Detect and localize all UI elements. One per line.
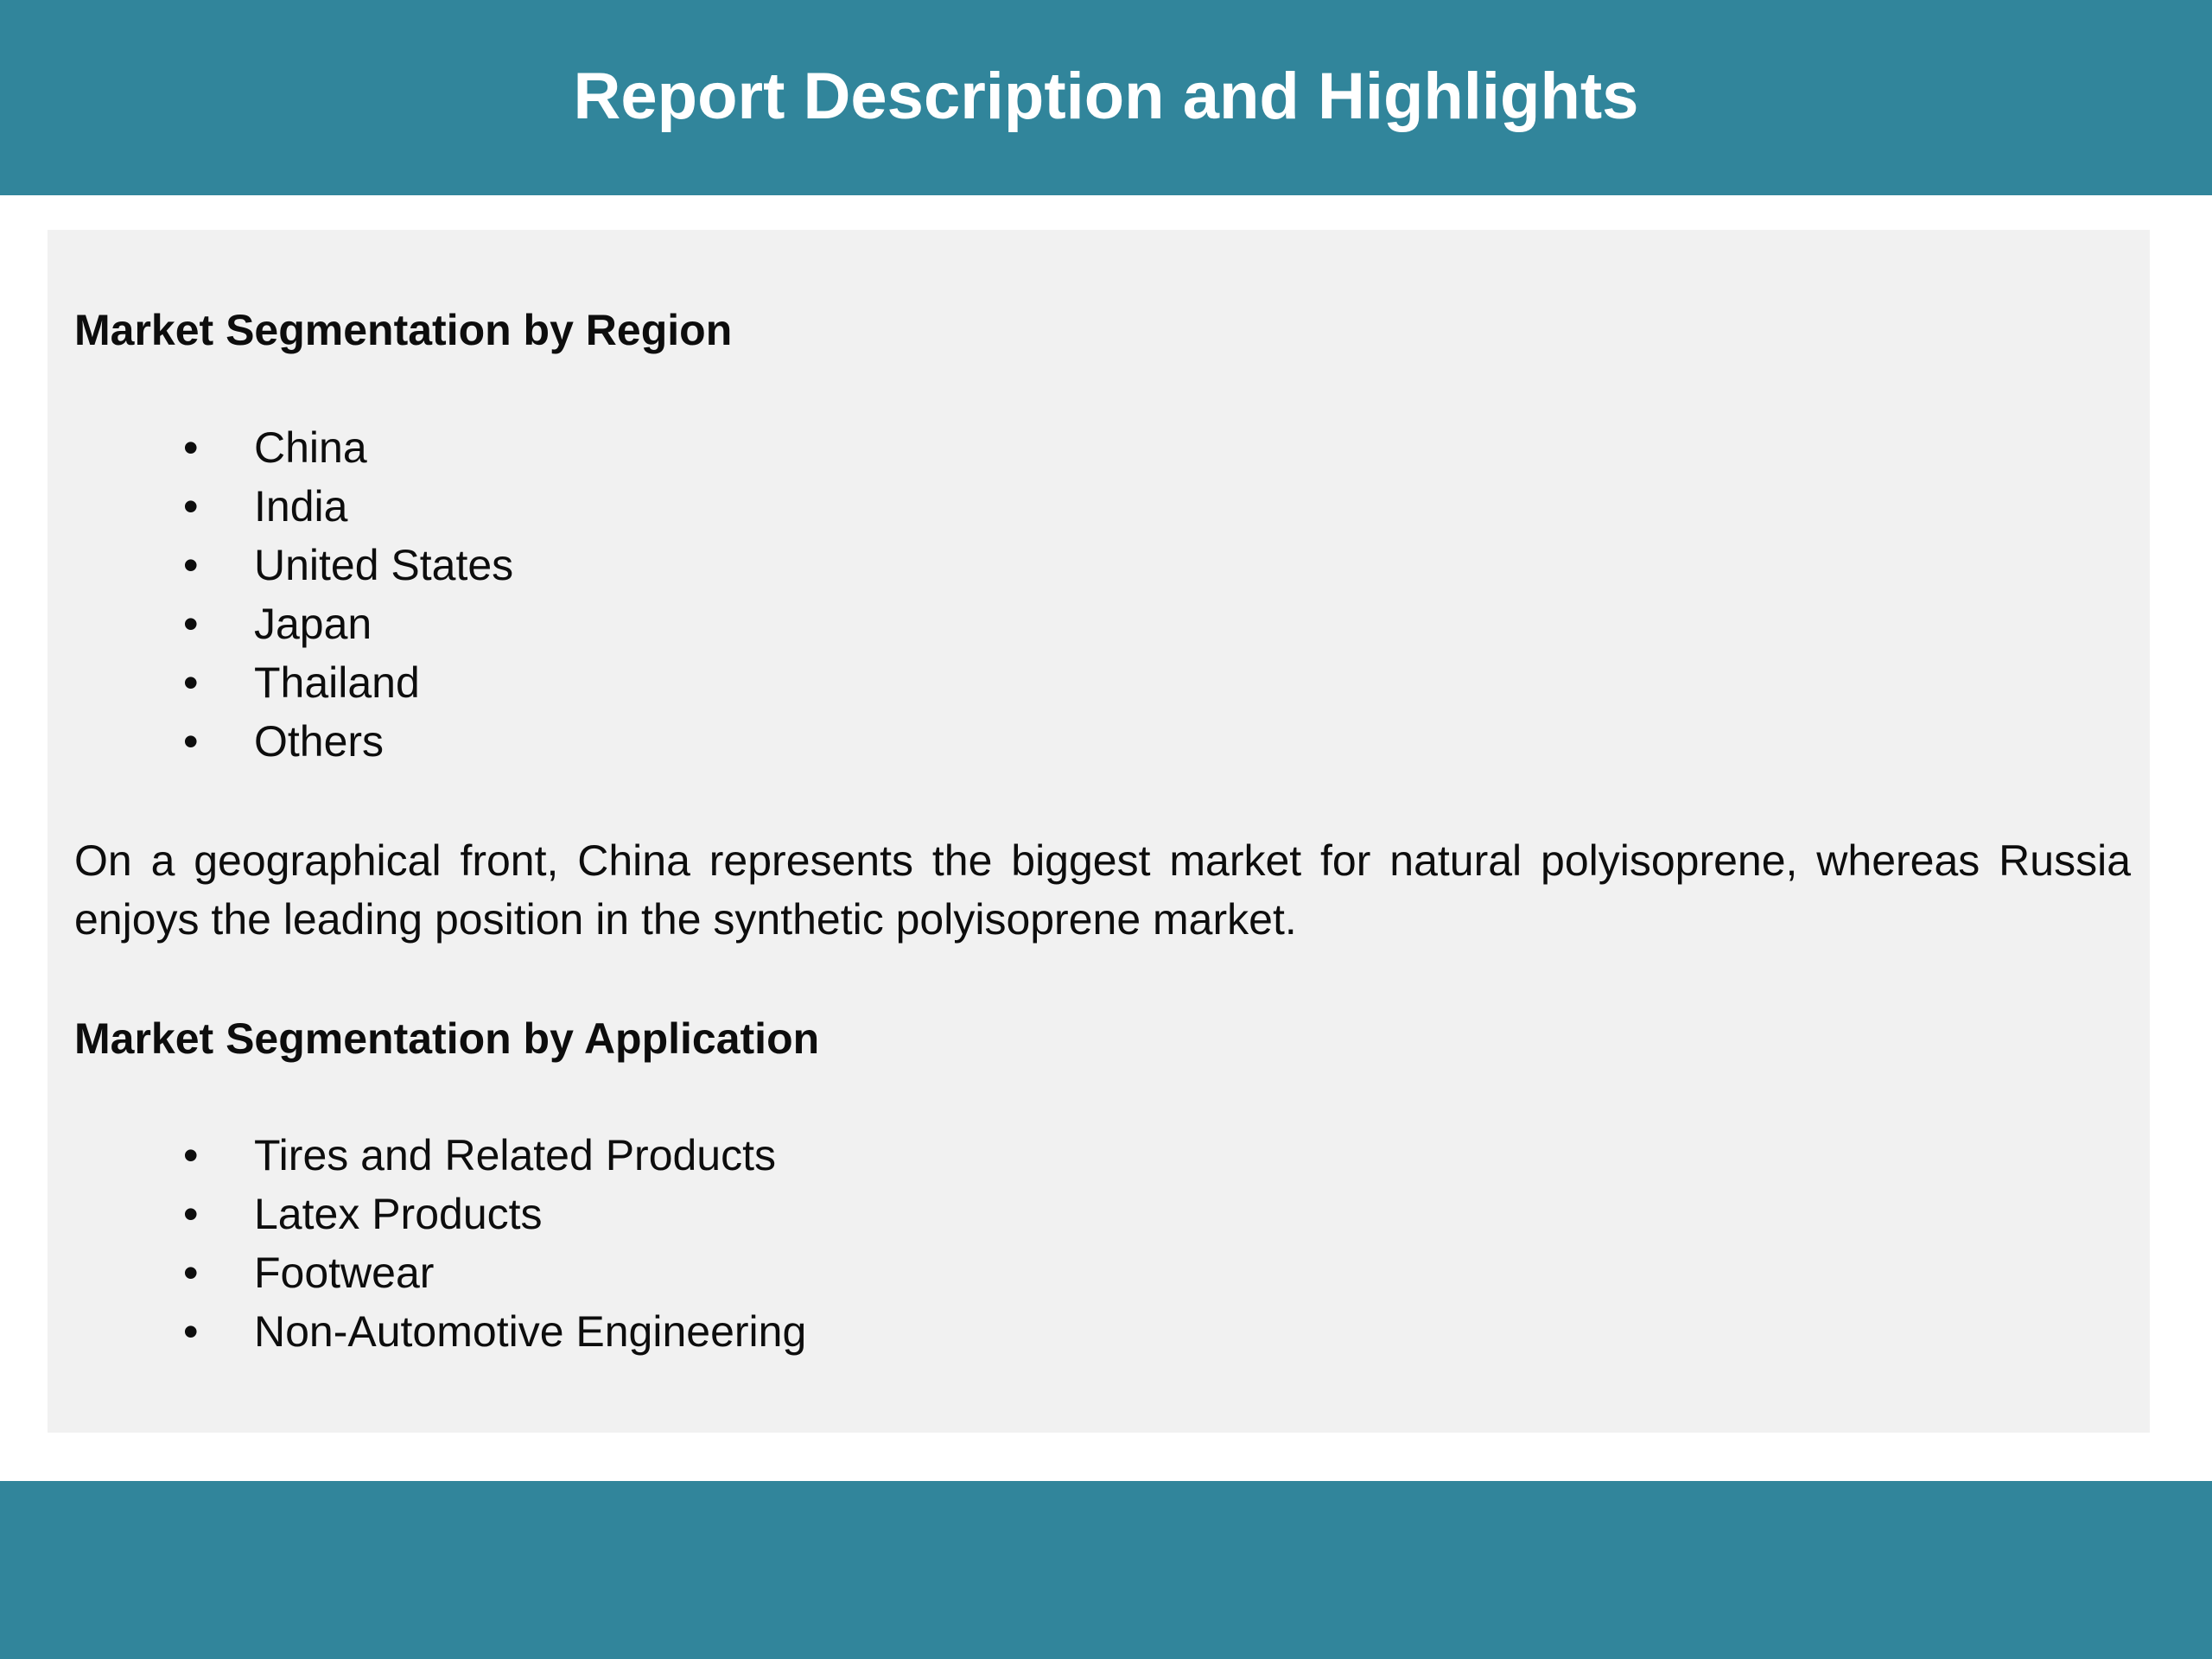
application-section-heading: Market Segmentation by Application: [74, 1014, 820, 1063]
bullet-icon: •: [183, 658, 199, 707]
footer-band: [0, 1481, 2212, 1659]
region-label: India: [254, 482, 348, 531]
header-band: [0, 0, 2212, 195]
bullet-icon: •: [183, 717, 199, 766]
region-label: China: [254, 423, 367, 472]
bullet-icon: •: [183, 423, 199, 472]
geography-summary: On a geographical front, China represents the biggest market for natural polyisoprene, whereas Russia enjoys the leading position in the synthetic polyisoprene market.: [74, 836, 2131, 944]
bullet-icon: •: [183, 600, 199, 648]
slide-title: Report Description and Highlights: [573, 60, 1639, 133]
region-label: United States: [254, 541, 514, 589]
bullet-icon: •: [183, 1190, 199, 1238]
bullet-icon: •: [183, 1307, 199, 1356]
application-label: Latex Products: [254, 1190, 543, 1238]
bullet-icon: •: [183, 1131, 199, 1179]
application-label: Non-Automotive Engineering: [254, 1307, 807, 1356]
region-label: Japan: [254, 600, 372, 648]
bullet-icon: •: [183, 1249, 199, 1297]
bullet-icon: •: [183, 482, 199, 531]
region-section-heading: Market Segmentation by Region: [74, 306, 733, 354]
region-label: Thailand: [254, 658, 420, 707]
application-label: Tires and Related Products: [254, 1131, 777, 1179]
region-label: Others: [254, 717, 385, 766]
bullet-icon: •: [183, 541, 199, 589]
application-label: Footwear: [254, 1249, 435, 1297]
